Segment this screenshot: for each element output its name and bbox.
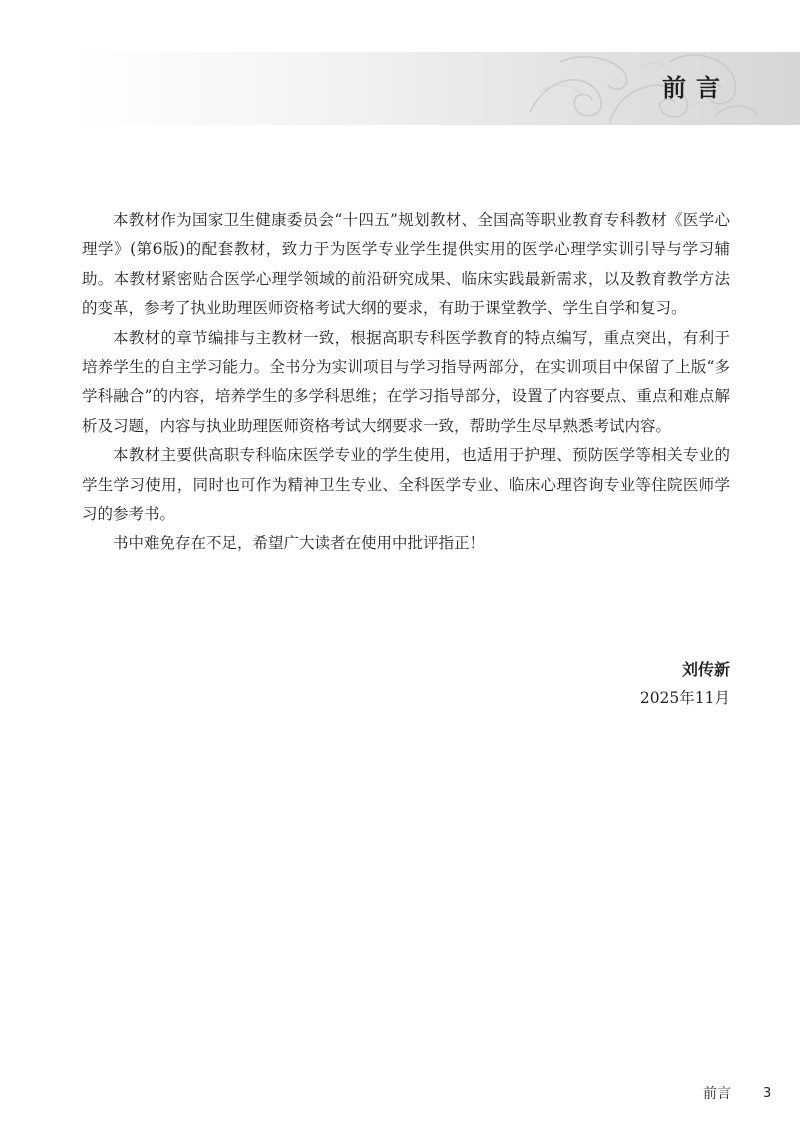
signature-date: 2025年11月 (639, 689, 730, 707)
footer-section-label: 前言 (703, 1086, 731, 1102)
page-title: 前言 (662, 74, 730, 102)
page-number: 3 (763, 1086, 772, 1101)
paragraph: 本教材的章节编排与主教材一致，根据高职专科医学教育的特点编写，重点突出，有利于培养学生的自主学习能力。全书分为实训项目与学习指导两部分，在实训项目中保留了上版“多学科融合”的内容，培养学生的多学科思维；在学习指导部分，设置了内容要点、重点和难点解析及习题，内容与执业助理医师资格考试大纲要求一致，帮助学生尽早熟悉考试内容。 (82, 328, 730, 435)
paragraph: 本教材作为国家卫生健康委员会“十四五”规划教材、全国高等职业教育专科教材《医学心理学》(第6版)的配套教材，致力于为医学专业学生提供实用的医学心理学实训引导与学习辅助。本教材紧密贴合医学心理学领域的前沿研究成果、临床实践最新需求，以及教育教学方法的变革，参考了执业助理医师资格考试大纲的要求，有助于课堂教学、学生自学和复习。 (82, 211, 730, 318)
preface-body (82, 206, 730, 559)
author-name: 刘传新 (681, 660, 730, 679)
paragraph: 书中难免存在不足，希望广大读者在使用中批评指正！ (113, 534, 486, 553)
paragraph: 本教材主要供高职专科临床医学专业的学生使用，也适用于护理、预防医学等相关专业的学生学习使用，同时也可作为精神卫生专业、全科医学专业、临床心理咨询专业等住院医师学习的参考书。 (82, 446, 730, 524)
signature-block (640, 655, 730, 713)
